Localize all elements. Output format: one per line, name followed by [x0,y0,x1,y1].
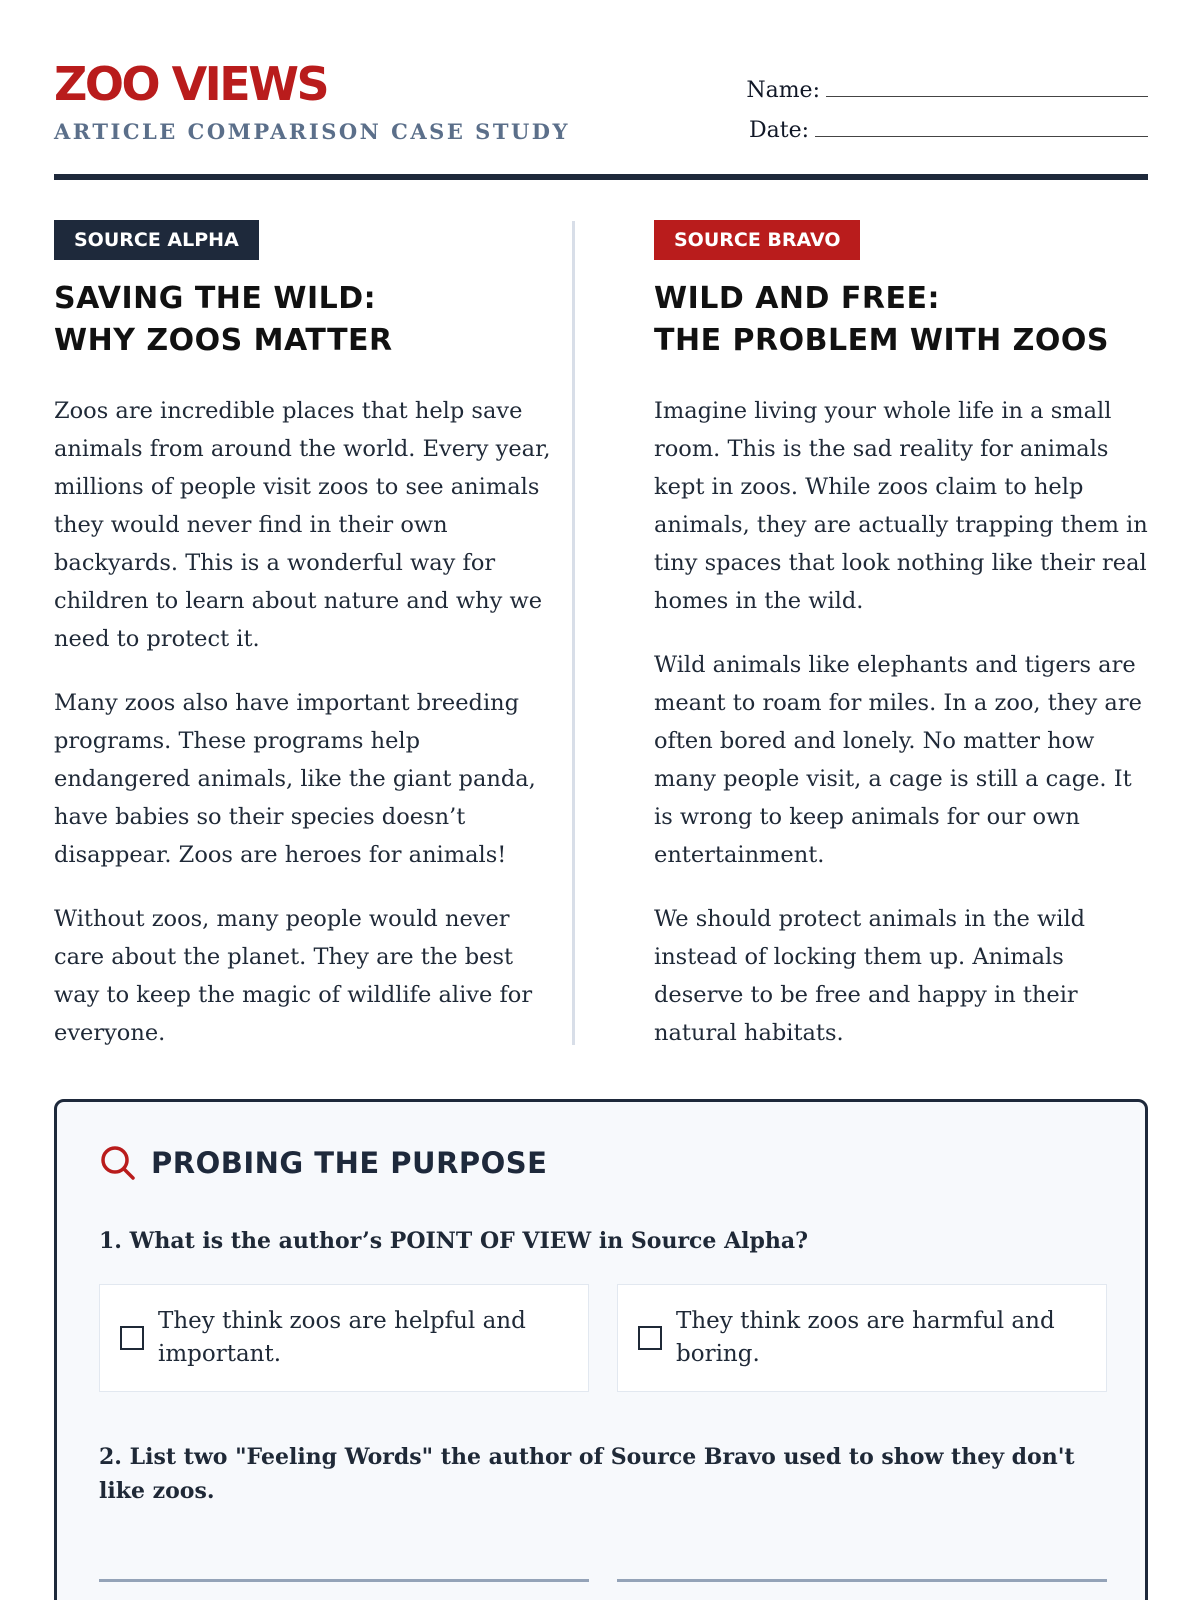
answer-option-harmful[interactable] [617,1284,1107,1392]
source-alpha-paragraph: Zoos are incredible places that help save animals from around the world. Every year, millions of people visit zoos to see animals they would never find in their own backyards. This is a wonderful way for children to learn about nature and why we need to protect it. [54,398,551,652]
checkbox[interactable] [120,1326,144,1350]
source-bravo-title-line-2: THE PROBLEM WITH ZOOS [654,323,1110,358]
name-blank-line[interactable] [826,96,1148,97]
date-blank-line[interactable] [815,136,1148,137]
header-rule [54,174,1148,180]
worksheet-header [54,56,1148,180]
brand-title: ZOO VIEWS [54,57,328,111]
option-label: They think zoos are harmful and boring. [676,1308,1055,1367]
worksheet-subtitle: ARTICLE COMPARISON CASE STUDY [54,119,570,144]
source-bravo-paragraph: Imagine living your whole life in a small room. This is the sad reality for animals kept in zoos. While zoos claim to help animals, they are actually trapping them in tiny spaces that look nothing like their real homes in the wild. [654,398,1148,614]
name-label: Name: [746,78,820,103]
option-label: They think zoos are helpful and important. [158,1308,526,1367]
source-alpha-title [54,278,554,362]
source-bravo-column [654,220,1148,1078]
date-field[interactable] [749,116,1148,146]
answer-line-2[interactable] [617,1579,1107,1582]
answer-line-1[interactable] [99,1579,589,1582]
magnifier-icon [99,1144,137,1182]
column-divider [572,221,575,1045]
checkbox[interactable] [638,1326,662,1350]
source-bravo-title [654,278,1148,362]
source-alpha-title-line-2: WHY ZOOS MATTER [54,323,393,358]
source-alpha-column [54,220,554,1078]
source-alpha-paragraph: Without zoos, many people would never care about the planet. They are the best way to keep the magic of wildlife alive for everyone. [54,906,533,1046]
date-label: Date: [748,118,809,143]
source-alpha-paragraph: Many zoos also have important breeding programs. These programs help endangered animals, like the giant panda, have babies so their species doesn’t disappear. Zoos are heroes for animals! [54,690,536,868]
question-2: 2. List two "Feeling Words" the author of Source Bravo used to show they don't like zoos. [99,1444,1075,1504]
name-field[interactable] [746,76,1148,106]
answer-option-helpful[interactable] [99,1284,589,1392]
source-bravo-badge: SOURCE BRAVO [654,220,860,260]
probing-purpose-panel [54,1099,1148,1600]
source-alpha-title-line-1: SAVING THE WILD: [54,281,377,316]
panel-title: PROBING THE PURPOSE [151,1146,548,1180]
source-bravo-title-line-1: WILD AND FREE: [654,281,940,316]
source-alpha-badge: SOURCE ALPHA [54,220,259,260]
source-bravo-paragraph: Wild animals like elephants and tigers are meant to roam for miles. In a zoo, they are often bored and lonely. No matter how many people visit, a cage is still a cage. It is wrong to keep animals for our own entertainment. [654,652,1142,868]
question-1: 1. What is the author’s POINT OF VIEW in Source Alpha? [99,1228,809,1254]
panel-header [99,1144,548,1182]
source-bravo-paragraph: We should protect animals in the wild instead of locking them up. Animals deserve to be free and happy in their natural habitats. [654,906,1086,1046]
